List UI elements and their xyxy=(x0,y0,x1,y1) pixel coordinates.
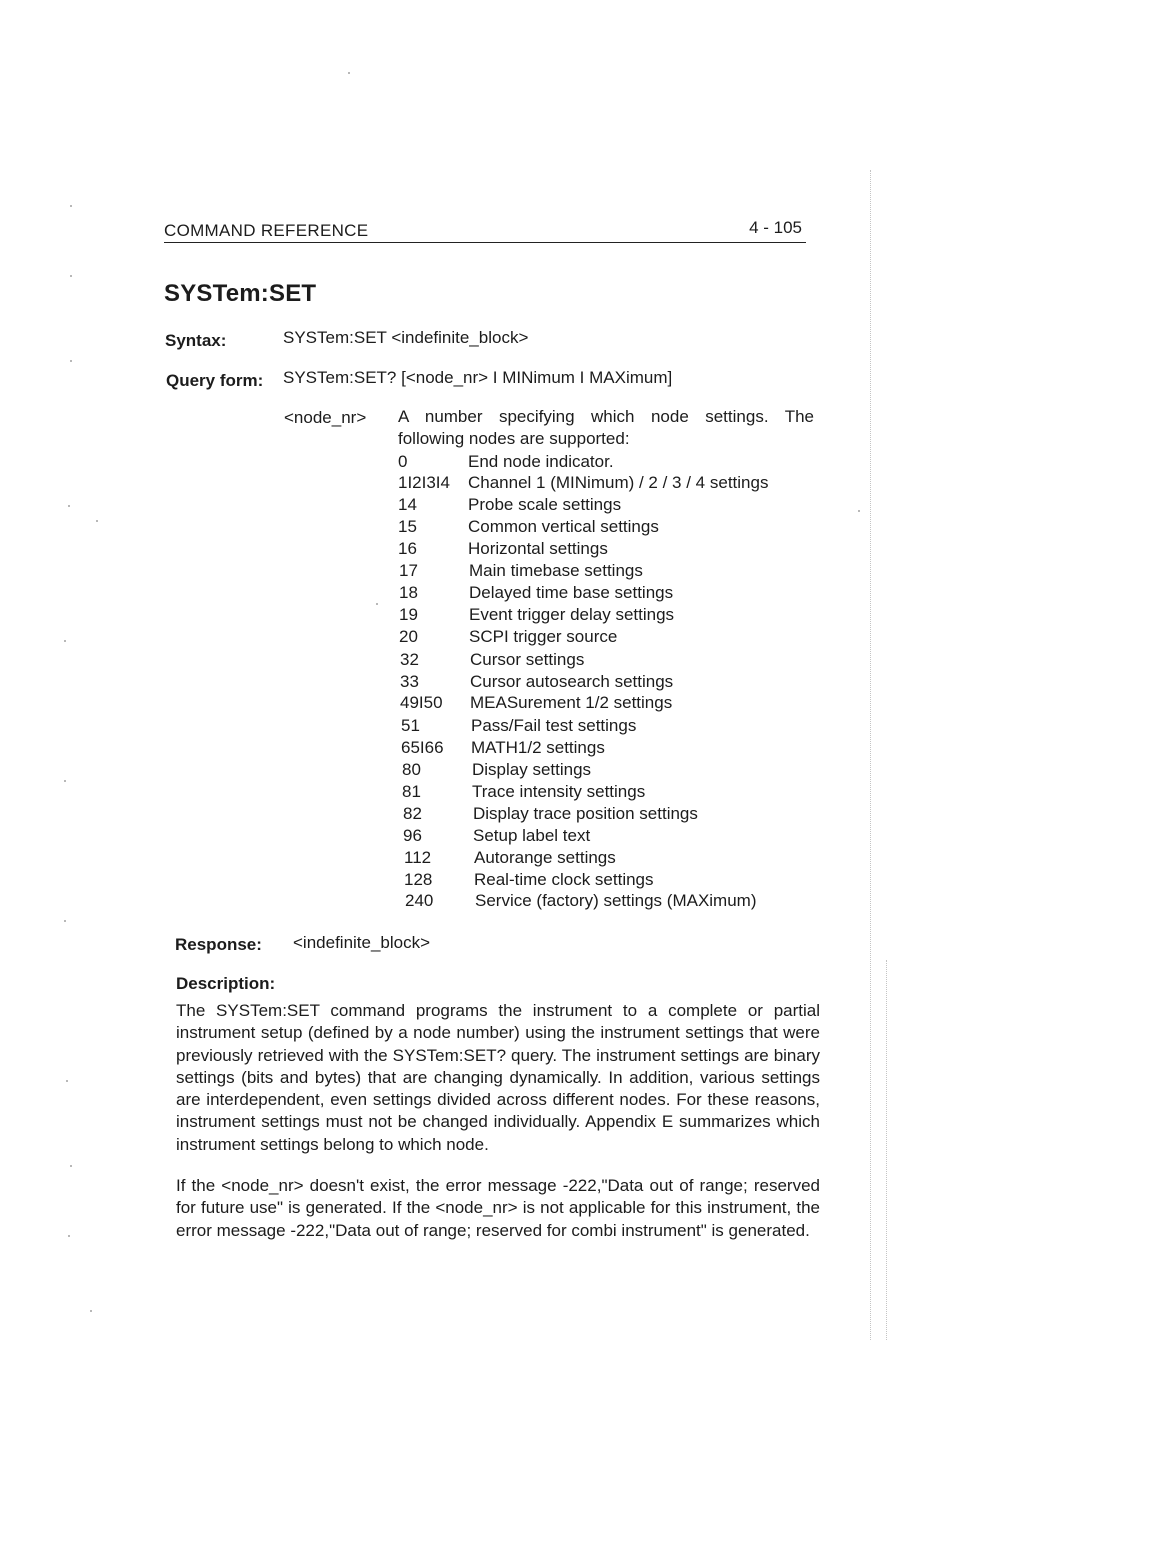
node-description: Common vertical settings xyxy=(468,517,659,536)
node-number: 81 xyxy=(402,782,421,801)
node-description: Main timebase settings xyxy=(469,561,643,580)
node-description: Display trace position settings xyxy=(473,804,698,823)
node-description: Pass/Fail test settings xyxy=(471,716,637,735)
node-number: 96 xyxy=(403,826,422,845)
node-number: 1I2I3I4 xyxy=(398,473,450,492)
node-number: 20 xyxy=(399,627,418,646)
node-description: Display settings xyxy=(472,760,592,779)
node-description: MATH1/2 settings xyxy=(471,738,605,757)
response-value: <indefinite_block> xyxy=(293,933,431,952)
query-form-label: Query form: xyxy=(166,371,264,390)
scan-speck xyxy=(68,505,70,507)
scan-speck xyxy=(70,360,72,362)
node-param-name: <node_nr> xyxy=(284,408,367,427)
node-description: Setup label text xyxy=(473,826,591,845)
node-number: 33 xyxy=(400,672,419,691)
node-description: Horizontal settings xyxy=(468,539,608,558)
node-number: 17 xyxy=(399,561,418,580)
scan-speck xyxy=(90,1310,92,1312)
section-title: COMMAND REFERENCE xyxy=(164,221,369,240)
node-description: Autorange settings xyxy=(474,848,616,867)
running-header xyxy=(164,218,806,243)
description-heading: Description: xyxy=(176,974,276,993)
node-number: 14 xyxy=(398,495,417,514)
node-description: Service (factory) settings (MAXimum) xyxy=(475,891,757,910)
scan-speck xyxy=(96,520,98,522)
node-param-description: A number specifying which node settings. The following nodes are supported: xyxy=(398,407,814,448)
scan-speck xyxy=(64,920,66,922)
node-description: Cursor autosearch settings xyxy=(470,672,674,691)
syntax-label: Syntax: xyxy=(165,331,227,350)
query-form-value: SYSTem:SET? [<node_nr> I MINimum I MAXimum] xyxy=(283,368,673,387)
node-description: Cursor settings xyxy=(470,650,585,669)
scan-speck xyxy=(348,72,350,74)
node-number: 0 xyxy=(398,452,408,471)
node-number: 51 xyxy=(401,716,420,735)
scan-speck xyxy=(64,780,66,782)
node-description: Real-time clock settings xyxy=(474,870,654,889)
scan-margin-line xyxy=(870,170,872,1340)
node-description: Channel 1 (MINimum) / 2 / 3 / 4 settings xyxy=(468,473,769,492)
node-number: 15 xyxy=(398,517,417,536)
scan-speck xyxy=(70,1165,72,1167)
scan-margin-line-outer xyxy=(886,960,888,1340)
node-number: 112 xyxy=(404,848,432,867)
page-number: 4 - 105 xyxy=(749,218,802,237)
node-number: 49I50 xyxy=(400,693,443,712)
node-number: 82 xyxy=(403,804,422,823)
node-description: SCPI trigger source xyxy=(469,627,618,646)
scan-speck xyxy=(858,510,860,512)
command-title: SYSTem:SET xyxy=(164,280,317,307)
scan-speck xyxy=(376,603,378,605)
node-description: Trace intensity settings xyxy=(472,782,646,801)
response-label: Response: xyxy=(175,935,262,954)
scan-speck xyxy=(66,1080,68,1082)
node-number: 19 xyxy=(399,605,418,624)
node-description: Probe scale settings xyxy=(468,495,622,514)
node-number: 65I66 xyxy=(401,738,444,757)
node-number: 18 xyxy=(399,583,418,602)
node-number: 80 xyxy=(402,760,421,779)
node-number: 32 xyxy=(400,650,419,669)
scan-speck xyxy=(68,1235,70,1237)
node-description: MEASurement 1/2 settings xyxy=(470,693,673,712)
error-paragraph: If the <node_nr> doesn't exist, the error message -222,"Data out of range; reserved for future use" is generated. If the <node_nr> is not applicable for this instrument, the error message -222,"Data out of range; reserved for combi instrument" is generated. xyxy=(176,1176,820,1240)
scan-speck xyxy=(64,640,66,642)
description-paragraph: The SYSTem:SET command programs the instrument to a complete or partial instrument setup (defined by a node number) using the instrument settings that were previously retrieved with the SYSTem:SET? query. The instrument settings are binary settings (bits and bytes) that are changing dynamically. In addition, various settings are interdependent, even settings divided across different nodes. For these reasons, instrument settings must not be changed individually. Appendix E summarizes which instrument settings belong to which node. xyxy=(176,1001,820,1154)
scan-speck xyxy=(70,275,72,277)
node-number: 128 xyxy=(404,870,433,889)
scan-speck xyxy=(70,205,72,207)
node-description: Event trigger delay settings xyxy=(469,605,675,624)
node-number: 16 xyxy=(398,539,417,558)
syntax-value: SYSTem:SET <indefinite_block> xyxy=(283,328,529,347)
node-description: End node indicator. xyxy=(468,452,614,471)
node-number: 240 xyxy=(405,891,434,910)
node-description: Delayed time base settings xyxy=(469,583,674,602)
